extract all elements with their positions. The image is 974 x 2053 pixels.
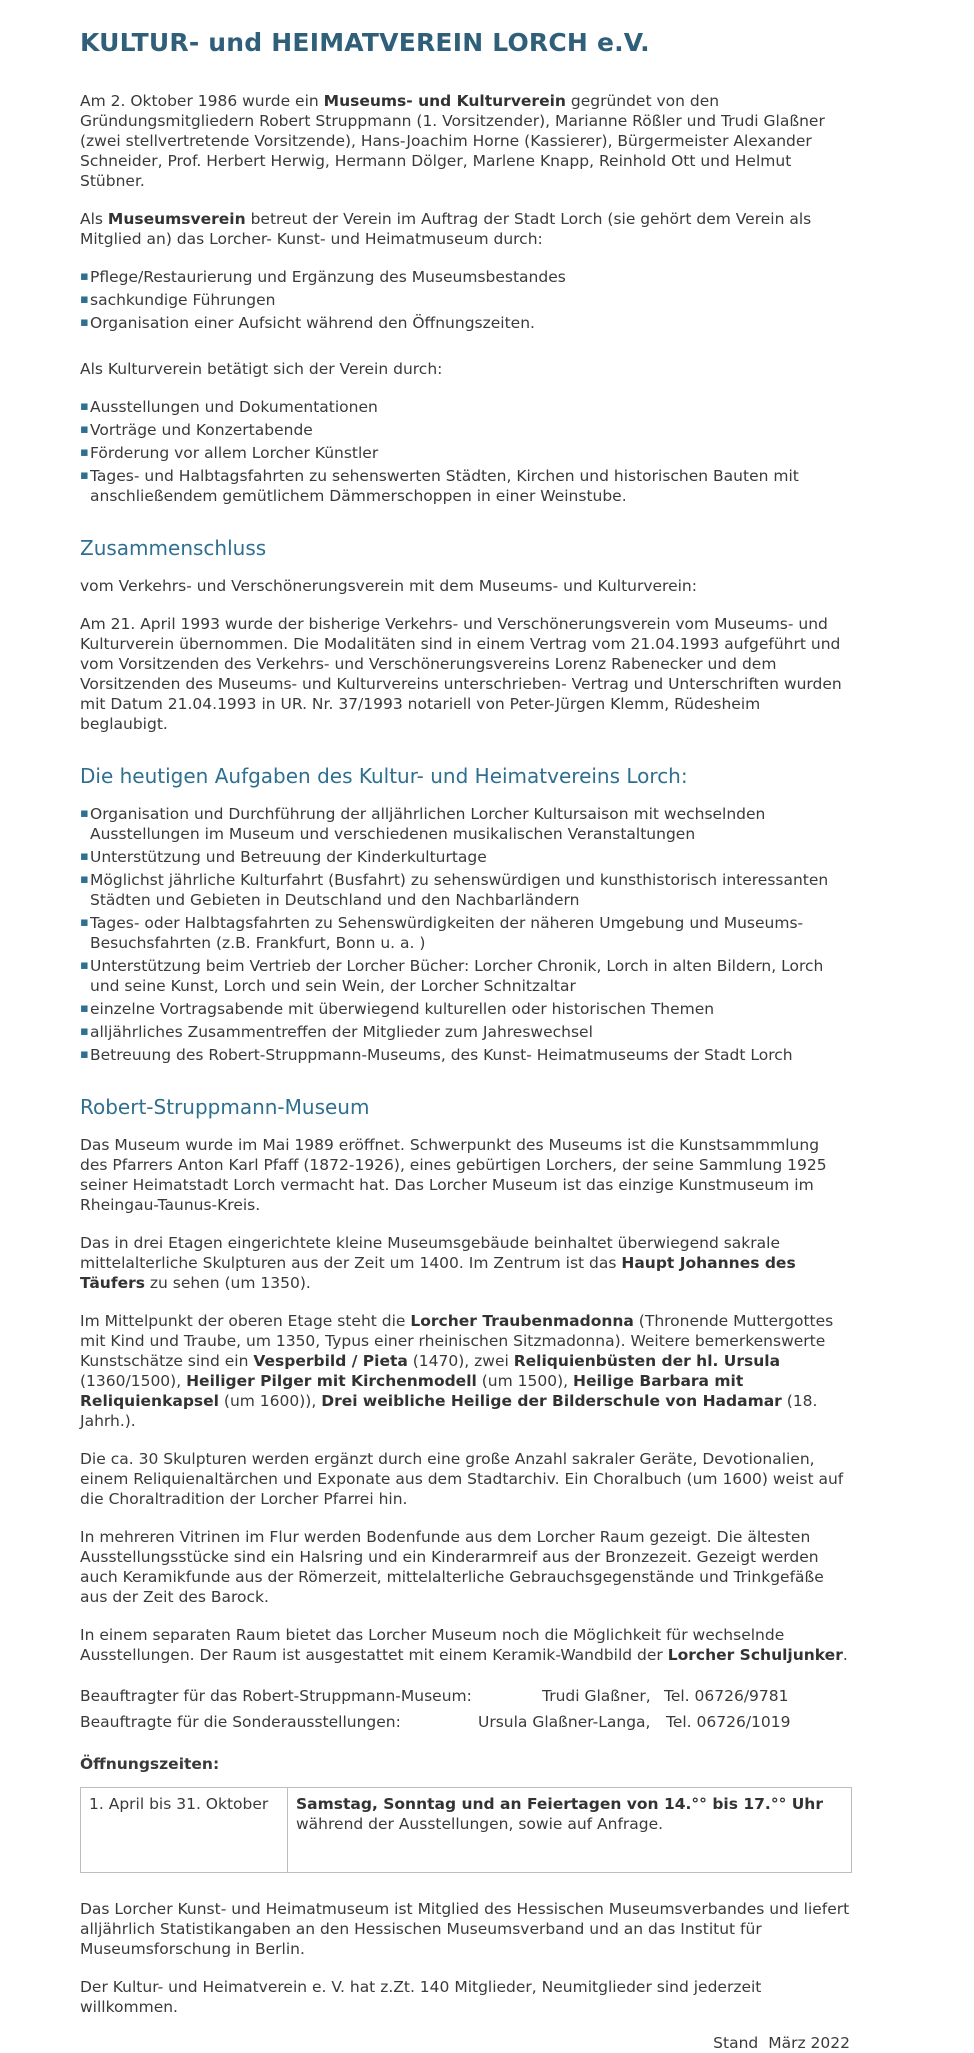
list-item: [80, 397, 850, 417]
text: gegründet von den Gründungsmitgliedern Robert Struppmann (1. Vorsitzender), Marianne Rößler und Trudi Glaßner (zwei stellvertretende Vorsitzende), Hans-Joachim Horne (Kassierer), Bürgermeister Alexander Schneider, Prof. Herbert Herwig, Hermann Dölger, Marlene Knapp, Reinhold Ott und Helmut Stübner.: [80, 92, 825, 190]
bold-text: Vesperbild / Pieta: [253, 1352, 408, 1370]
list-item-text: Tages- oder Halbtagsfahrten zu Sehenswürdigkeiten der näheren Umgebung und Museums-Besuchsfahrten (z.B. Frankfurt, Bonn u. a. ): [90, 914, 804, 952]
list-item-text: einzelne Vortragsabende mit überwiegend kulturellen oder historischen Themen: [90, 1000, 715, 1018]
text: während der Ausstellungen, sowie auf Anfrage.: [296, 1815, 664, 1833]
list-item: [80, 804, 850, 844]
text: Im Mittelpunkt der oberen Etage steht die: [80, 1312, 411, 1330]
document-content: [80, 28, 850, 2052]
stand-date: [713, 2033, 850, 2053]
text: Das in drei Etagen eingerichtete kleine Museumsgebäude beinhaltet überwiegend sakrale mittelalterliche Skulpturen aus der Zeit um 1400. Im Zentrum ist das: [80, 1234, 780, 1272]
text: Am 2. Oktober 1986 wurde ein: [80, 92, 324, 110]
list-item-text: Vorträge und Konzertabende: [90, 421, 313, 439]
bullet-icon: ▪: [80, 269, 89, 284]
bold-text: Heiliger Pilger mit Kirchenmodell: [186, 1372, 477, 1390]
list-item-text: Unterstützung beim Vertrieb der Lorcher Bücher: Lorcher Chronik, Lorch in alten Bildern, Lorch und seine Kunst, Lorch und sein Wein, der Lorcher Schnitzaltar: [90, 957, 824, 995]
list-item-text: sachkundige Führungen: [90, 291, 276, 309]
museum-tasks-list: [80, 267, 850, 333]
opening-times: [288, 1788, 852, 1873]
stand-value: März 2022: [768, 2034, 850, 2052]
section-heading-aufgaben: Die heutigen Aufgaben des Kultur- und Heimatvereins Lorch:: [80, 764, 688, 788]
list-item-text: Pflege/Restaurierung und Ergänzung des Museumsbestandes: [90, 268, 566, 286]
contact-role: Beauftragte für die Sonderausstellungen:: [80, 1713, 401, 1731]
contact-phone: Tel. 06726/9781: [664, 1687, 789, 1705]
footer-paragraph-membership: Das Lorcher Kunst- und Heimatmuseum ist Mitglied des Hessischen Museumsverbandes und liefert alljährlich Statistikangaben an den Hessischen Museumsverband und an das Institut für Museumsforschung in Berlin.: [80, 1900, 850, 1958]
bullet-icon: ▪: [80, 849, 89, 864]
list-item: [80, 956, 850, 996]
opening-hours-table: [80, 1787, 852, 1873]
bullet-icon: ▪: [80, 1024, 89, 1039]
museum-paragraph-6: [80, 1625, 850, 1665]
table-row: [81, 1788, 852, 1873]
contact-name: Trudi Glaßner,: [542, 1687, 651, 1705]
list-item: [80, 913, 850, 953]
list-item: [80, 267, 850, 287]
page-title: KULTUR- und HEIMATVEREIN LORCH e.V.: [80, 28, 650, 57]
stand-label: Stand: [713, 2034, 759, 2052]
list-item: [80, 420, 850, 440]
list-item: [80, 466, 850, 506]
opening-hours-title: Öffnungszeiten:: [80, 1755, 220, 1773]
bullet-icon: ▪: [80, 958, 89, 973]
bold-text: Museumsverein: [107, 210, 246, 228]
bullet-icon: ▪: [80, 445, 89, 460]
list-item: [80, 1022, 850, 1042]
section-heading-zusammenschluss: Zusammenschluss: [80, 536, 267, 560]
bullet-icon: ▪: [80, 1047, 89, 1062]
zusammenschluss-text: Am 21. April 1993 wurde der bisherige Verkehrs- und Verschönerungsverein vom Museums- und Kulturverein übernommen. Die Modalitäten sind in einem Vertrag vom 21.04.1993 aufgeführt und vom Vorsitzenden des Verkehrs- und Verschönerungsvereins Lorenz Rabenecker und dem Vorsitzenden des Museums- und Kulturvereins unterschrieben- Vertrag und Unterschriften wurden mit Datum 21.04.1993 in UR. Nr. 37/1993 notariell von Peter-Jürgen Klemm, Rüdesheim beglaubigt.: [80, 615, 842, 733]
museum-paragraph-1: Das Museum wurde im Mai 1989 eröffnet. Schwerpunkt des Museums ist die Kunstsammmlung des Pfarrers Anton Karl Pfaff (1872-1926), eines gebürtigen Lorchers, der seine Sammlung 1925 seiner Heimatstadt Lorch vermacht hat. Das Lorcher Museum ist das einzige Kunstmuseum im Rheingau-Taunus-Kreis.: [80, 1136, 827, 1214]
contact-phone: Tel. 06726/1019: [666, 1713, 791, 1731]
bullet-icon: ▪: [80, 422, 89, 437]
bullet-icon: ▪: [80, 292, 89, 307]
text: (um 1600)),: [218, 1392, 322, 1410]
list-item-text: Förderung vor allem Lorcher Künstler: [90, 444, 379, 462]
list-item-text: Tages- und Halbtagsfahrten zu sehenswerten Städten, Kirchen und historischen Bauten mit anschließendem gemütlichem Dämmerschoppen in einer Weinstube.: [90, 467, 799, 505]
text: (18. Jahrh.).: [80, 1392, 818, 1430]
text: zu sehen (um 1350).: [144, 1274, 311, 1292]
bullet-icon: ▪: [80, 468, 89, 483]
bold-text: Reliquienbüsten der hl. Ursula: [513, 1352, 781, 1370]
museum-paragraph-2: [80, 1233, 850, 1293]
list-item: [80, 1045, 850, 1065]
bullet-icon: ▪: [80, 806, 89, 821]
bullet-icon: ▪: [80, 872, 89, 887]
zusammenschluss-intro: vom Verkehrs- und Verschönerungsverein mit dem Museums- und Kulturverein:: [80, 577, 697, 595]
list-item: [80, 870, 850, 910]
list-item-text: Betreuung des Robert-Struppmann-Museums, des Kunst- Heimatmuseums der Stadt Lorch: [90, 1046, 793, 1064]
bullet-icon: ▪: [80, 399, 89, 414]
list-item-text: Organisation und Durchführung der alljährlichen Lorcher Kultursaison mit wechselnden Ausstellungen im Museum und verschiedenen musikalischen Veranstaltungen: [90, 805, 766, 843]
bullet-icon: ▪: [80, 915, 89, 930]
contact-role: Beauftragter für das Robert-Struppmann-Museum:: [80, 1687, 472, 1705]
bold-text: Samstag, Sonntag und an Feiertagen von 14.°° bis 17.°° Uhr: [296, 1795, 823, 1813]
text: (um 1500),: [476, 1372, 573, 1390]
text: (1470), zwei: [407, 1352, 514, 1370]
museum-paragraph-5: In mehreren Vitrinen im Flur werden Bodenfunde aus dem Lorcher Raum gezeigt. Die ältesten Ausstellungsstücke sind ein Halsring und ein Kinderarmreif aus der Bronzezeit. Gezeigt werden auch Keramikfunde aus der Römerzeit, mittelalterliche Gebrauchsgegenstände und Trinkgefäße aus der Zeit des Barock.: [80, 1528, 824, 1606]
bold-text: Heilige Barbara mit Reliquienkapsel: [80, 1372, 744, 1410]
bold-text: Museums- und Kulturverein: [323, 92, 566, 110]
list-item: [80, 999, 850, 1019]
contacts-block: [80, 1683, 850, 1735]
list-item-text: Ausstellungen und Dokumentationen: [90, 398, 378, 416]
kultur-tasks-list: [80, 397, 850, 506]
section-heading-museum: Robert-Struppmann-Museum: [80, 1095, 370, 1119]
intro-paragraph-kulturverein: Als Kulturverein betätigt sich der Verein durch:: [80, 360, 443, 378]
bullet-icon: ▪: [80, 1001, 89, 1016]
list-item-text: alljährliches Zusammentreffen der Mitglieder zum Jahreswechsel: [90, 1023, 593, 1041]
list-item: [80, 443, 850, 463]
list-item: [80, 847, 850, 867]
contact-row: [80, 1683, 850, 1709]
contact-row: [80, 1709, 850, 1735]
contact-name: Ursula Glaßner-Langa,: [478, 1713, 651, 1731]
text: .: [842, 1646, 848, 1664]
intro-paragraph-founding: [80, 91, 850, 191]
bold-text: Lorcher Traubenmadonna: [410, 1312, 634, 1330]
text: Als: [80, 210, 108, 228]
list-item: [80, 313, 850, 333]
list-item: [80, 290, 850, 310]
text: betreut der Verein im Auftrag der Stadt Lorch (sie gehört dem Verein als Mitglied an) das Lorcher- Kunst- und Heimatmuseum durch:: [80, 210, 812, 248]
text: Der Kultur- und Heimatverein e. V. hat z.Zt. 140 Mitglieder, Neumitglieder sind jederzeit willkommen.: [80, 1978, 762, 2016]
text: (Thronende Muttergottes mit Kind und Traube, um 1350, Typus einer rheinischen Sitzmadonna). Weitere bemerkenswerte Kunstschätze sind ein: [80, 1312, 834, 1370]
text: In einem separaten Raum bietet das Lorcher Museum noch die Möglichkeit für wechselnde Ausstellungen. Der Raum ist ausgestattet mit einem Keramik-Wandbild der: [80, 1626, 785, 1664]
footer-paragraph-members: [80, 1977, 850, 2052]
list-item-text: Organisation einer Aufsicht während den Öffnungszeiten.: [90, 314, 535, 332]
museum-paragraph-3: [80, 1311, 850, 1431]
list-item-text: Möglichst jährliche Kulturfahrt (Busfahrt) zu sehenswürdigen und kunsthistorisch interessanten Städten und Gebieten in Deutschland und den Nachbarländern: [90, 871, 829, 909]
bold-text: Drei weibliche Heilige der Bilderschule von Hadamar: [321, 1392, 782, 1410]
bullet-icon: ▪: [80, 315, 89, 330]
aufgaben-list: [80, 804, 850, 1065]
museum-paragraph-4: Die ca. 30 Skulpturen werden ergänzt durch eine große Anzahl sakraler Geräte, Devotionalien, einem Reliquienaltärchen und Exponate aus dem Stadtarchiv. Ein Choralbuch (um 1600) weist auf die Choraltradition der Lorcher Pfarrei hin.: [80, 1450, 844, 1508]
list-item-text: Unterstützung und Betreuung der Kinderkulturtage: [90, 848, 487, 866]
opening-period: 1. April bis 31. Oktober: [81, 1788, 288, 1873]
bold-text: Haupt Johannes des Täufers: [80, 1254, 796, 1292]
text: (1360/1500),: [80, 1372, 187, 1390]
intro-paragraph-museumsverein: [80, 209, 850, 249]
bold-text: Lorcher Schuljunker: [667, 1646, 843, 1664]
